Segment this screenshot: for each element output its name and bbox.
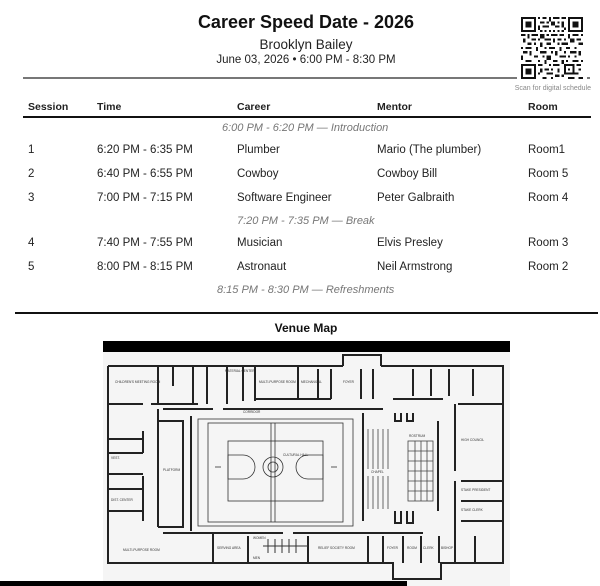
svg-text:CULTURAL HALL: CULTURAL HALL: [283, 453, 309, 457]
session-room: Room 5: [528, 168, 569, 180]
qr-caption: Scan for digital schedule: [514, 85, 591, 92]
column-header-session: Session: [28, 101, 69, 113]
session-time: 8:00 PM - 8:15 PM: [97, 261, 193, 273]
svg-text:ROOM: ROOM: [407, 546, 417, 550]
session-mentor: Neil Armstrong: [377, 261, 453, 273]
session-number: 3: [28, 192, 35, 204]
svg-text:MULTI-PURPOSE ROOM: MULTI-PURPOSE ROOM: [259, 380, 296, 384]
session-time: 7:40 PM - 7:55 PM: [97, 237, 193, 249]
svg-text:MECHANICAL: MECHANICAL: [301, 380, 322, 384]
intro-label: 6:00 PM - 6:20 PM — Introduction: [222, 122, 389, 134]
venue-map[interactable]: [103, 341, 510, 586]
floor-plan-icon: [103, 341, 510, 586]
table-row: [23, 139, 591, 163]
session-mentor: Peter Galbraith: [377, 192, 455, 204]
session-time: 6:40 PM - 6:55 PM: [97, 168, 193, 180]
attendee-name: Brooklyn Bailey: [259, 37, 353, 52]
qr-code-icon[interactable]: [521, 17, 583, 79]
page-header: [0, 0, 600, 100]
map-bottom-bar: [0, 581, 407, 586]
svg-text:PLATFORM: PLATFORM: [163, 468, 181, 472]
svg-text:WOMEN: WOMEN: [253, 536, 266, 540]
refreshments-row: [23, 280, 591, 301]
session-mentor: Mario (The plumber): [377, 144, 482, 156]
session-number: 1: [28, 144, 35, 156]
header-divider: [23, 77, 517, 79]
schedule-table: [23, 96, 591, 301]
session-time: 7:00 PM - 7:15 PM: [97, 192, 193, 204]
event-dateline: June 03, 2026 • 6:00 PM - 8:30 PM: [216, 54, 396, 66]
session-number: 5: [28, 261, 35, 273]
svg-text:MEN: MEN: [253, 556, 261, 560]
venue-map-title: Venue Map: [274, 321, 338, 335]
column-header-mentor: Mentor: [377, 101, 412, 113]
svg-text:CLERK: CLERK: [423, 546, 434, 550]
svg-text:MATERIAL CENTER: MATERIAL CENTER: [225, 369, 255, 373]
page-title: Career Speed Date - 2026: [197, 12, 415, 32]
svg-text:MULTI-PURPOSE ROOM: MULTI-PURPOSE ROOM: [123, 548, 160, 552]
svg-text:RELIEF SOCIETY ROOM: RELIEF SOCIETY ROOM: [318, 546, 355, 550]
session-career: Software Engineer: [237, 192, 332, 204]
svg-text:FOYER: FOYER: [387, 546, 398, 550]
session-mentor: Cowboy Bill: [377, 168, 438, 180]
table-row: [23, 187, 591, 211]
break-row: [23, 211, 591, 232]
table-row: [23, 232, 591, 256]
session-career: Cowboy: [237, 168, 279, 180]
svg-text:SERVING AREA: SERVING AREA: [217, 546, 241, 550]
session-career: Astronaut: [237, 261, 287, 273]
session-room: Room1: [528, 144, 566, 156]
session-number: 4: [28, 237, 35, 249]
intro-row: [23, 118, 591, 139]
session-time: 6:20 PM - 6:35 PM: [97, 144, 193, 156]
svg-text:FOYER: FOYER: [343, 380, 354, 384]
session-career: Musician: [237, 237, 283, 249]
svg-text:DIST. CENTER: DIST. CENTER: [111, 498, 133, 502]
svg-text:STAKE CLERK: STAKE CLERK: [461, 508, 483, 512]
svg-text:BISHOP: BISHOP: [441, 546, 454, 550]
column-header-room: Room: [528, 101, 558, 113]
section-divider: [15, 312, 598, 314]
svg-text:CHILDREN'S MEETING ROOM: CHILDREN'S MEETING ROOM: [115, 380, 161, 384]
svg-text:HIGH COUNCIL: HIGH COUNCIL: [461, 438, 485, 442]
svg-text:CHAPEL: CHAPEL: [371, 470, 384, 474]
session-mentor: Elvis Presley: [377, 237, 443, 249]
column-header-time: Time: [97, 101, 122, 113]
svg-text:CORRIDOR: CORRIDOR: [243, 410, 261, 414]
session-career: Plumber: [237, 144, 280, 156]
column-header-career: Career: [237, 101, 271, 113]
table-row: [23, 163, 591, 187]
table-row: [23, 256, 591, 280]
session-room: Room 3: [528, 237, 569, 249]
svg-text:VEST.: VEST.: [111, 456, 120, 460]
session-room: Room 4: [528, 192, 569, 204]
svg-text:ROSTRUM: ROSTRUM: [409, 434, 426, 438]
break-label: 7:20 PM - 7:35 PM — Break: [237, 215, 375, 227]
refreshments-label: 8:15 PM - 8:30 PM — Refreshments: [217, 284, 395, 296]
svg-text:STAKE PRESIDENT: STAKE PRESIDENT: [461, 488, 491, 492]
session-number: 2: [28, 168, 35, 180]
session-room: Room 2: [528, 261, 569, 273]
header-divider-tail: [587, 77, 590, 79]
table-header: [23, 96, 591, 118]
